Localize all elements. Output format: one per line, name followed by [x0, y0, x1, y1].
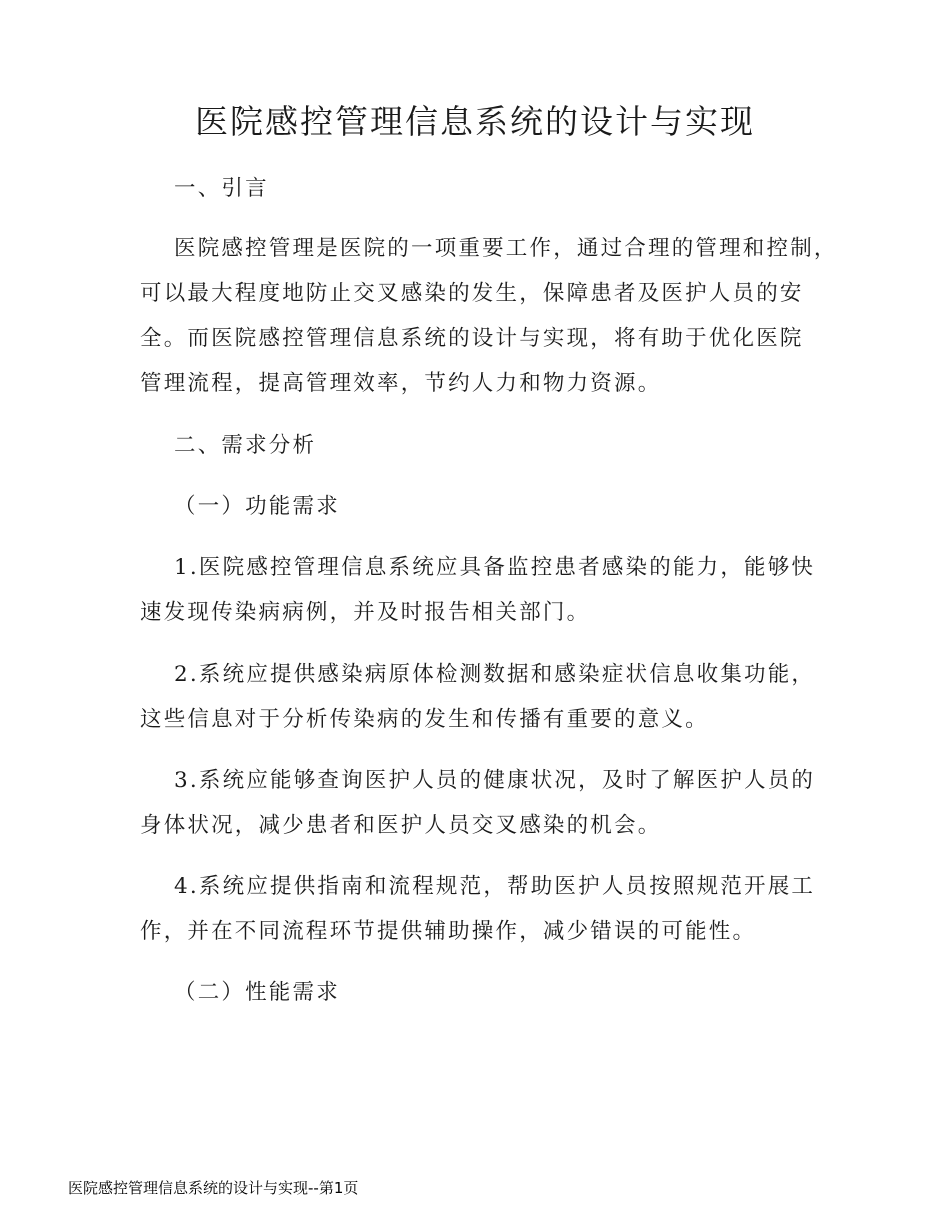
subsection-heading-functional: （一）功能需求 [174, 494, 340, 519]
paragraph-line: 全。而医院感控管理信息系统的设计与实现，将有助于优化医院 [140, 326, 804, 351]
section-heading-intro: 一、引言 [174, 176, 269, 201]
subsection-heading-performance: （二）性能需求 [174, 980, 340, 1005]
paragraph-intro [140, 226, 838, 406]
page-footer: 医院感控管理信息系统的设计与实现--第1页 [68, 1179, 359, 1197]
paragraph-line: 速发现传染病病例，并及时报告相关部门。 [140, 600, 591, 625]
paragraph-item-2 [140, 652, 816, 742]
paragraph-line: 4.系统应提供指南和流程规范，帮助医护人员按照规范开展工 [174, 874, 816, 899]
paragraph-item-1 [140, 545, 816, 635]
section-heading-analysis: 二、需求分析 [174, 433, 317, 458]
paragraph-line: 医院感控管理是医院的一项重要工作，通过合理的管理和控制， [174, 236, 838, 261]
paragraph-line: 3.系统应能够查询医护人员的健康状况，及时了解医护人员的 [174, 768, 816, 793]
paragraph-line: 作，并在不同流程环节提供辅助操作，减少错误的可能性。 [140, 919, 757, 944]
paragraph-line: 可以最大程度地防止交叉感染的发生，保障患者及医护人员的安 [140, 281, 804, 306]
paragraph-line: 管理流程，提高管理效率，节约人力和物力资源。 [140, 371, 662, 396]
paragraph-line: 这些信息对于分析传染病的发生和传播有重要的意义。 [140, 707, 709, 732]
paragraph-item-3 [140, 758, 816, 848]
paragraph-line: 1.医院感控管理信息系统应具备监控患者感染的能力，能够快 [174, 555, 816, 580]
paragraph-item-4 [140, 864, 816, 954]
paragraph-line: 2.系统应提供感染病原体检测数据和感染症状信息收集功能， [174, 662, 816, 687]
document-title: 医院感控管理信息系统的设计与实现 [195, 102, 755, 141]
paragraph-line: 身体状况，减少患者和医护人员交叉感染的机会。 [140, 813, 662, 838]
